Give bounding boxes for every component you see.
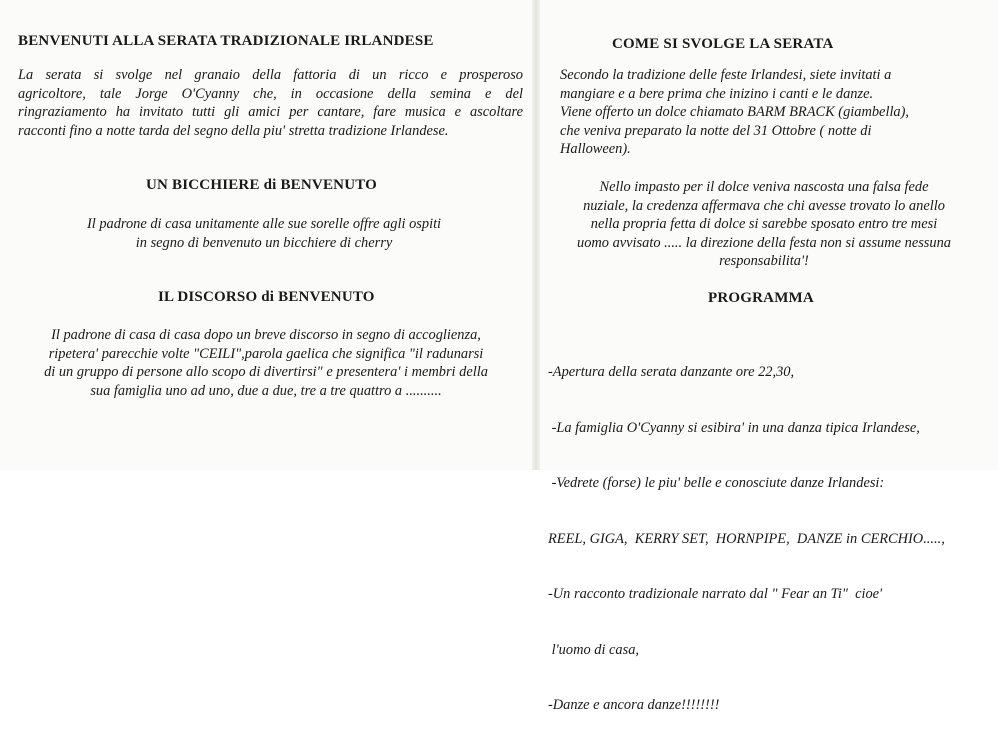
speech-line: di un gruppo di persone allo scopo di divertirsi" e presentera' i membri della	[44, 364, 488, 380]
how-line: mangiare e a bere prima che inizino i canti e le danze.	[560, 85, 874, 102]
ring-line: nuziale, la credenza affermava che chi avesse trovato lo anello	[583, 197, 945, 214]
how-line: Secondo la tradizione delle feste Irlandesi, siete invitati a	[560, 67, 892, 83]
programme-item: REEL, GIGA, KERRY SET, HORNPIPE, DANZE in CERCHIO.....,	[548, 530, 945, 547]
how-line: Halloween).	[560, 141, 631, 157]
programme-item: -Vedrete (forse) le piu' belle e conosciute danze Irlandesi:	[548, 475, 885, 491]
programme-item: -Apertura della serata danzante ore 22,30,	[548, 364, 795, 380]
left-page	[0, 0, 532, 470]
welcome-line: racconti fino a notte tarda del segno della piu' stretta tradizione Irlandese.	[18, 122, 449, 139]
speech-heading: IL DISCORSO di BENVENUTO	[158, 289, 375, 305]
glass-line: in segno di benvenuto un bicchiere di cherry	[135, 234, 393, 251]
welcome-line: agricoltore, tale Jorge O'Cyanny che, in occasione della semina e del	[18, 85, 523, 102]
glass-line: Il padrone di casa unitamente alle sue sorelle offre agli ospiti	[86, 216, 442, 232]
programme-list	[548, 326, 994, 752]
how-paragraph	[560, 66, 990, 159]
welcome-line: ringraziamento ha invitato tutti gli amici per cantare, fare musica e ascoltare	[18, 104, 523, 120]
programme-item: l'uomo di casa,	[548, 641, 640, 658]
how-line: che veniva preparato la notte del 31 Ottobre ( notte di	[560, 122, 872, 139]
ring-line: Nello impasto per il dolce veniva nascosta una falsa fede	[599, 179, 929, 195]
ring-paragraph	[540, 178, 988, 271]
speech-line: sua famiglia uno ad uno, due a due, tre a tre quattro a ..........	[90, 382, 442, 399]
programme-item: -Danze e ancora danze!!!!!!!!	[548, 697, 720, 713]
welcome-line: La serata si svolge nel granaio della fattoria di un ricco e prosperoso	[18, 67, 523, 83]
speech-line: ripetera' parecchie volte "CEILI",parola gaelica che significa "il radunarsi	[48, 345, 484, 362]
ring-line: responsabilita'!	[719, 253, 809, 269]
speech-paragraph	[6, 326, 526, 400]
how-heading: COME SI SVOLGE LA SERATA	[612, 36, 834, 52]
ring-line: uomo avvisato ..... la direzione della festa non si assume nessuna	[577, 234, 951, 251]
programme-item: -La famiglia O'Cyanny si esibira' in una danza tipica Irlandese,	[548, 419, 920, 436]
glass-heading: UN BICCHIERE di BENVENUTO	[146, 177, 378, 193]
right-page	[540, 0, 998, 713]
ring-line: nella propria fetta di dolce si sarebbe sposato entro tre mesi	[590, 216, 938, 232]
welcome-paragraph	[18, 66, 523, 140]
glass-paragraph	[0, 215, 528, 252]
programme-heading: PROGRAMMA	[708, 290, 814, 306]
welcome-heading: BENVENUTI ALLA SERATA TRADIZIONALE IRLANDESE	[18, 33, 434, 49]
programme-item: -Un racconto tradizionale narrato dal " Fear an Ti" cioe'	[548, 586, 883, 602]
speech-line: Il padrone di casa di casa dopo un breve discorso in segno di accoglienza,	[51, 327, 481, 343]
page-fold	[532, 0, 540, 470]
how-line: Viene offerto un dolce chiamato BARM BRACK (giambella),	[560, 104, 910, 120]
